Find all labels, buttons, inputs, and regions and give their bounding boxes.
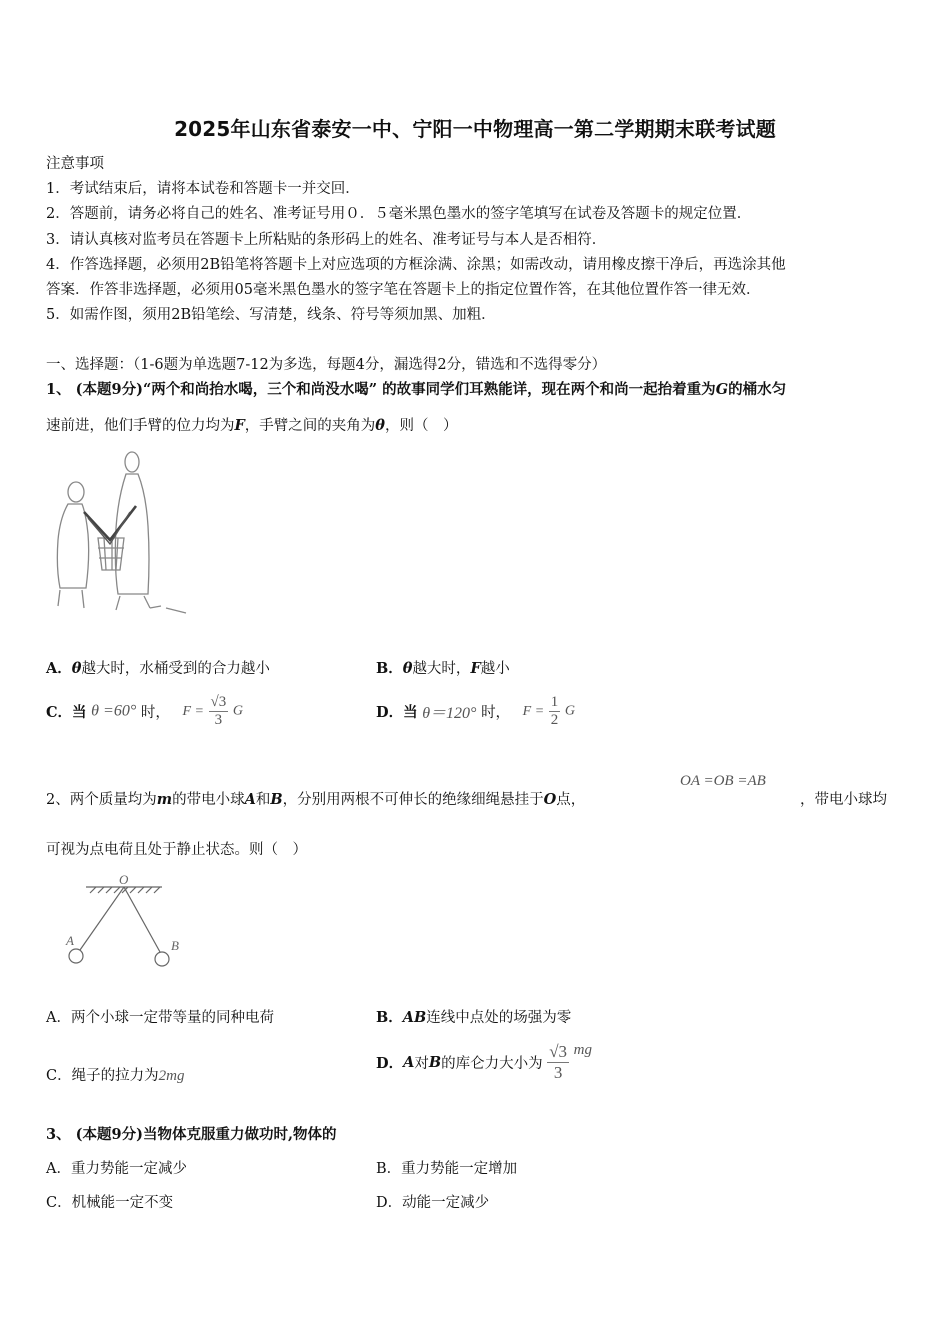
q3-option-a[interactable]: A．重力势能一定减少	[46, 1161, 187, 1177]
q2-stem-line1: 2、两个质量均为m的带电小球A和B，分别用两根不可伸长的绝缘细绳悬挂于O点，	[46, 791, 586, 808]
q2-equation: OA =OB =AB	[680, 773, 766, 789]
notes-line: 5．如需作图，须用2B铅笔绘、写清楚，线条、符号等须加黑、加粗．	[46, 307, 496, 323]
q2-option-b[interactable]: B．AB连线中点处的场强为零	[376, 1009, 572, 1026]
q1-option-c[interactable]: C．当 θ =60° 时， F = $\frac{√3}{3}$ G	[46, 694, 244, 728]
fig-label-o: O	[119, 872, 129, 887]
q1-option-d[interactable]: D．当 θ＝120° 时， F = $\frac{1}{2}$ G	[376, 694, 576, 728]
notes-line: 3．请认真核对监考员在答题卡上所粘贴的条形码上的姓名、准考证号与本人是否相符．	[46, 232, 607, 248]
notes-line: 1．考试结束后，请将本试卷和答题卡一并交回．	[46, 181, 360, 197]
q3-stem: 3、 (本题9分)当物体克服重力做功时,物体的	[46, 1126, 337, 1143]
fig-label-b: B	[171, 938, 179, 953]
notes-line: 答案．作答非选择题，必须用05毫米黑色墨水的签字笔在答题卡上的指定位置作答，在其他位置作答一律无效．	[46, 282, 761, 298]
q2-stem-line2: 可视为点电荷且处于静止状态。则（ ）	[46, 842, 307, 858]
q2-option-a[interactable]: A．两个小球一定带等量的同种电荷	[46, 1010, 274, 1026]
q1-option-b[interactable]: B．θ越大时，F越小	[376, 660, 510, 677]
q2-option-d[interactable]: D．A对B的库仑力大小为 $\frac{√3}{3}$ mg	[376, 1042, 593, 1082]
notes-line: 2．答题前，请务必将自己的姓名、准考证号用０．５毫米黑色墨水的签字笔填写在试卷及答题卡的规定位置．	[46, 206, 752, 222]
q2-option-c[interactable]: C．绳子的拉力为2mg	[46, 1068, 185, 1084]
q3-option-d[interactable]: D．动能一定减少	[376, 1195, 490, 1211]
notes-line: 4．作答选择题，必须用2B铅笔将答题卡上对应选项的方框涂满、涂黑；如需改动，请用橡皮擦干净后，再选涂其他	[46, 257, 786, 273]
q2-stem-line1-end: ，带电小球均	[800, 792, 887, 808]
q2-pendulum-figure	[56, 870, 196, 980]
fig-label-a: A	[66, 933, 74, 948]
q1-stem-line1: 1、 (本题9分)“两个和尚抬水喝，三个和尚没水喝” 的故事同学们耳熟能详，现在两个和尚一起抬着重为G的桶水匀	[46, 381, 787, 398]
q3-option-c[interactable]: C．机械能一定不变	[46, 1195, 174, 1211]
notes-heading: 注意事项	[46, 156, 104, 172]
q1-monks-figure	[46, 448, 191, 618]
q1-stem-line2: 速前进，他们手臂的位力均为F，手臂之间的夹角为θ，则（ ）	[46, 417, 458, 434]
page-title: 2025年山东省泰安一中、宁阳一中物理高一第二学期期末联考试题	[174, 117, 776, 141]
q1-option-a[interactable]: A．θ越大时，水桶受到的合力越小	[46, 660, 270, 677]
q3-option-b[interactable]: B．重力势能一定增加	[376, 1161, 518, 1177]
section-heading: 一、选择题：（1-6题为单选题7-12为多选，每题4分，漏选得2分，错选和不选得零分）	[46, 357, 607, 373]
